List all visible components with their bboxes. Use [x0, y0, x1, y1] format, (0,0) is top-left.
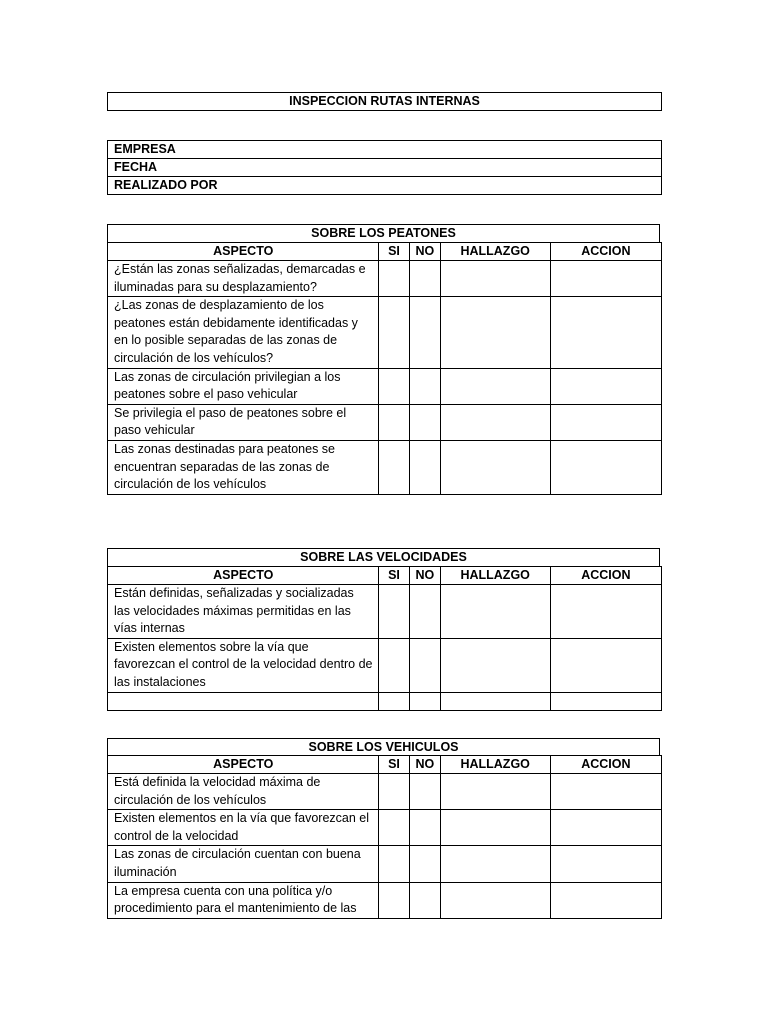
aspect-cell: Se privilegia el paso de peatones sobre el paso vehicular — [108, 404, 379, 440]
accion-cell[interactable] — [550, 810, 661, 846]
table-row — [108, 692, 662, 710]
hallazgo-cell[interactable] — [440, 440, 550, 494]
aspect-cell: ¿Están las zonas señalizadas, demarcadas e iluminadas para su desplazamiento? — [108, 261, 379, 297]
si-cell[interactable] — [379, 846, 409, 882]
table-row — [108, 440, 662, 494]
col-header-hallazgo: HALLAZGO — [440, 243, 550, 261]
si-cell[interactable] — [379, 692, 409, 710]
no-cell[interactable] — [409, 261, 440, 297]
info-field-realizado-por[interactable]: REALIZADO POR — [108, 177, 662, 195]
table-header-row — [108, 756, 662, 774]
hallazgo-cell[interactable] — [440, 810, 550, 846]
col-header-no: NO — [409, 756, 440, 774]
accion-cell[interactable] — [550, 692, 661, 710]
aspect-cell: Existen elementos en la vía que favorezcan el control de la velocidad — [108, 810, 379, 846]
section-title-peatones: SOBRE LOS PEATONES — [107, 224, 660, 242]
accion-cell[interactable] — [550, 297, 661, 368]
hallazgo-cell[interactable] — [440, 774, 550, 810]
table-row — [108, 261, 662, 297]
col-header-aspecto: ASPECTO — [108, 243, 379, 261]
no-cell[interactable] — [409, 297, 440, 368]
accion-cell[interactable] — [550, 638, 661, 692]
si-cell[interactable] — [379, 638, 409, 692]
table-row — [108, 297, 662, 368]
aspect-cell: Las zonas de circulación privilegian a los peatones sobre el paso vehicular — [108, 368, 379, 404]
table-row — [108, 638, 662, 692]
col-header-accion: ACCION — [550, 243, 661, 261]
si-cell[interactable] — [379, 368, 409, 404]
col-header-accion: ACCION — [550, 567, 661, 585]
hallazgo-cell[interactable] — [440, 638, 550, 692]
hallazgo-cell[interactable] — [440, 261, 550, 297]
hallazgo-cell[interactable] — [440, 297, 550, 368]
accion-cell[interactable] — [550, 261, 661, 297]
si-cell[interactable] — [379, 774, 409, 810]
no-cell[interactable] — [409, 368, 440, 404]
aspect-cell: Las zonas destinadas para peatones se encuentran separadas de las zonas de circulación de los vehículos — [108, 440, 379, 494]
no-cell[interactable] — [409, 440, 440, 494]
si-cell[interactable] — [379, 810, 409, 846]
col-header-accion: ACCION — [550, 756, 661, 774]
document-title: INSPECCION RUTAS INTERNAS — [107, 92, 662, 111]
aspect-cell: Existen elementos sobre la vía que favorezcan el control de la velocidad dentro de las instalaciones — [108, 638, 379, 692]
si-cell[interactable] — [379, 585, 409, 639]
table-row — [108, 585, 662, 639]
table-header-row — [108, 567, 662, 585]
table-row — [108, 846, 662, 882]
col-header-hallazgo: HALLAZGO — [440, 756, 550, 774]
info-field-fecha[interactable]: FECHA — [108, 159, 662, 177]
aspect-cell: Están definidas, señalizadas y socializadas las velocidades máximas permitidas en las vías internas — [108, 585, 379, 639]
no-cell[interactable] — [409, 774, 440, 810]
no-cell[interactable] — [409, 810, 440, 846]
col-header-no: NO — [409, 567, 440, 585]
no-cell[interactable] — [409, 846, 440, 882]
hallazgo-cell[interactable] — [440, 585, 550, 639]
hallazgo-cell[interactable] — [440, 692, 550, 710]
si-cell[interactable] — [379, 882, 409, 918]
no-cell[interactable] — [409, 404, 440, 440]
accion-cell[interactable] — [550, 440, 661, 494]
table-header-row — [108, 243, 662, 261]
hallazgo-cell[interactable] — [440, 404, 550, 440]
no-cell[interactable] — [409, 638, 440, 692]
accion-cell[interactable] — [550, 774, 661, 810]
hallazgo-cell[interactable] — [440, 882, 550, 918]
section-title-velocidades: SOBRE LAS VELOCIDADES — [107, 548, 660, 566]
hallazgo-cell[interactable] — [440, 846, 550, 882]
accion-cell[interactable] — [550, 585, 661, 639]
aspect-cell: Las zonas de circulación cuentan con buena iluminación — [108, 846, 379, 882]
no-cell[interactable] — [409, 585, 440, 639]
si-cell[interactable] — [379, 404, 409, 440]
no-cell[interactable] — [409, 882, 440, 918]
si-cell[interactable] — [379, 440, 409, 494]
hallazgo-cell[interactable] — [440, 368, 550, 404]
accion-cell[interactable] — [550, 882, 661, 918]
info-field-empresa[interactable]: EMPRESA — [108, 141, 662, 159]
table-row — [108, 810, 662, 846]
col-header-aspecto: ASPECTO — [108, 567, 379, 585]
table-row — [108, 404, 662, 440]
accion-cell[interactable] — [550, 368, 661, 404]
col-header-aspecto: ASPECTO — [108, 756, 379, 774]
table-row — [108, 368, 662, 404]
col-header-no: NO — [409, 243, 440, 261]
table-row — [108, 774, 662, 810]
section-title-vehiculos: SOBRE LOS VEHICULOS — [107, 738, 660, 756]
accion-cell[interactable] — [550, 846, 661, 882]
col-header-si: SI — [379, 756, 409, 774]
col-header-si: SI — [379, 567, 409, 585]
table-row — [108, 882, 662, 918]
si-cell[interactable] — [379, 261, 409, 297]
section-table-velocidades — [107, 566, 662, 711]
aspect-cell: Está definida la velocidad máxima de circulación de los vehículos — [108, 774, 379, 810]
aspect-cell: La empresa cuenta con una política y/o procedimiento para el mantenimiento de las — [108, 882, 379, 918]
si-cell[interactable] — [379, 297, 409, 368]
section-table-vehiculos — [107, 755, 662, 919]
info-table — [107, 140, 662, 195]
aspect-cell: ¿Las zonas de desplazamiento de los peatones están debidamente identificadas y en lo posible separadas de las zonas de circulación de los vehículos? — [108, 297, 379, 368]
no-cell[interactable] — [409, 692, 440, 710]
col-header-hallazgo: HALLAZGO — [440, 567, 550, 585]
aspect-cell — [108, 692, 379, 710]
accion-cell[interactable] — [550, 404, 661, 440]
section-table-peatones — [107, 242, 662, 495]
col-header-si: SI — [379, 243, 409, 261]
